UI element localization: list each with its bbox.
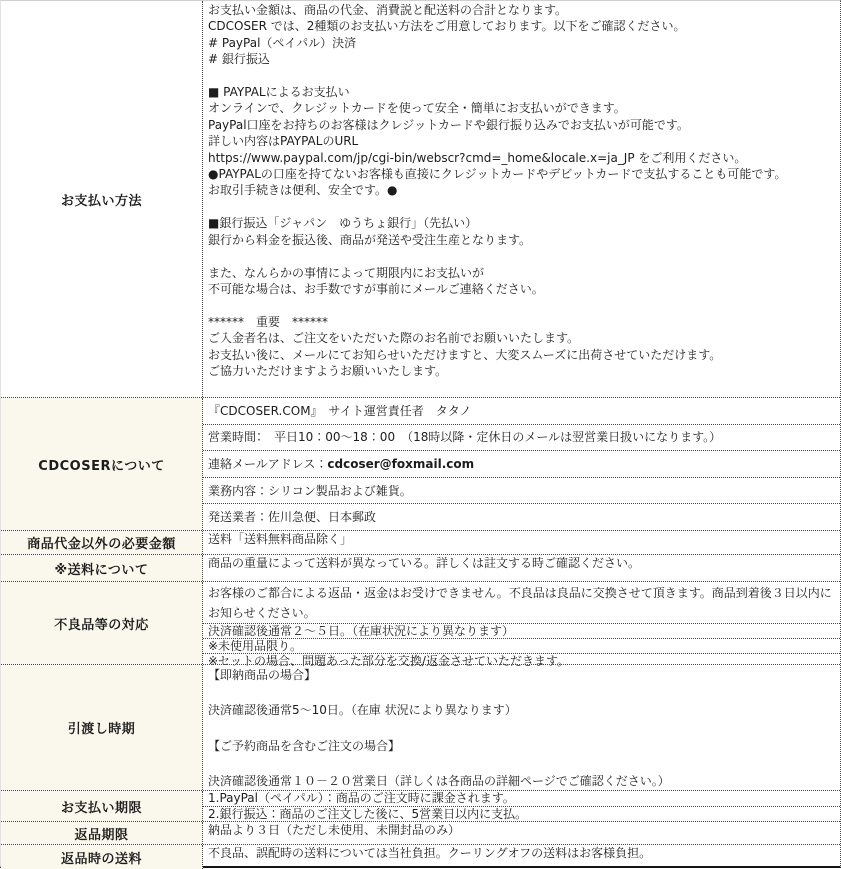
- row-content-payment-method: [203, 1, 840, 397]
- text-line: 発送業者：佐川急便、日本郵政: [208, 510, 377, 525]
- text-line: [208, 68, 835, 84]
- text-line: オンラインで、クレジットカードを使って安全・簡単にお支払いができます。: [208, 101, 626, 116]
- content-cell: [203, 623, 840, 638]
- row-content-shipping-note: [203, 555, 840, 581]
- table-row-payment-deadline: [1, 790, 840, 821]
- table-row-delivery-time: [1, 664, 840, 790]
- row-content-about-cdcoser: [203, 398, 840, 530]
- text-line: 詳しい内容はPAYPALのURL: [208, 134, 359, 149]
- text-line: 決済確認後通常２～５日。（在庫状況により異なります）: [208, 624, 515, 638]
- text-line: [208, 756, 835, 774]
- table-row-return-deadline: [1, 821, 840, 844]
- content-cell: [203, 555, 840, 571]
- contact-email: cdcoser@foxmail.com: [327, 456, 475, 471]
- row-content-defect-policy: [203, 582, 840, 668]
- content-cell: [203, 477, 840, 504]
- text-line: 営業時間： 平日10：00～18：00 （18時以降・定休日のメールは翌営業日扱いになります。）: [208, 430, 722, 445]
- text-line: お客様のご都合による返品・返金はお受けできません。不良品は良品に交換させて頂きます。商品到着後３日以内にお知らせください。: [208, 586, 832, 620]
- text-line: 【ご予約商品を含むご注文の場合】: [208, 738, 401, 753]
- text-line: 決済確認後通常5～10日。（在庫 状況により異なります）: [208, 703, 517, 718]
- table-row-about-cdcoser: [1, 397, 840, 530]
- table-row-extra-fees: [1, 530, 840, 554]
- text-line: [208, 199, 835, 215]
- text-line: ■ PAYPALによるお支払い: [208, 85, 350, 100]
- text-line: 1.PayPal（ペイパル）：商品のご注文時に課金されます。: [208, 791, 515, 806]
- content-cell: [203, 845, 840, 861]
- text-line: [208, 685, 835, 703]
- text-line: ■銀行振込「ジャパン ゆうちょ銀行」（先払い）: [208, 216, 478, 231]
- table-row-defect-policy: [1, 581, 840, 668]
- text-line: 銀行から料金を振込後、商品が発送や受注生産となります。: [208, 232, 532, 247]
- text-line: 納品より３日（ただし未使用、未開封品のみ）: [208, 823, 461, 837]
- content-cell: [203, 531, 840, 547]
- row-header-shipping-note: ※送料について: [1, 555, 203, 581]
- row-header-defect-policy: 不良品等の対応: [1, 582, 203, 664]
- text-line: ●PAYPALの口座を持てないお客様も直接にクレジットカードやデビットカードで支払することも可能です。: [208, 167, 787, 182]
- row-header-return-shipping: 返品時の送料: [1, 845, 203, 869]
- row-content-delivery-time: [203, 665, 840, 790]
- text-line: # PayPal（ペイパル）決済: [208, 35, 357, 50]
- content-cell: [203, 1, 840, 380]
- text-line: 決済確認後通常１０－２０営業日（詳しくは各商品の詳細ページでご確認ください。）: [208, 774, 670, 789]
- text-line: 『CDCOSER.COM』 サイト運営責任者 タタノ: [208, 403, 472, 418]
- text-line: お支払い後に、メールにてお知らせいただけますと、大変スムーズに出荷させていただけます。: [208, 347, 722, 362]
- content-cell: [203, 822, 840, 838]
- text-line: また、なんらかの事情によって期限内にお支払いが: [208, 265, 485, 280]
- row-header-about-cdcoser: CDCOSERについて: [1, 398, 203, 530]
- row-header-payment-method: お支払い方法: [1, 1, 203, 397]
- text-line: [208, 720, 835, 738]
- table-row-payment-method: [1, 1, 840, 397]
- row-header-payment-deadline: お支払い期限: [1, 791, 203, 821]
- row-header-extra-fees: 商品代金以外の必要金額: [1, 531, 203, 554]
- content-cell: [203, 791, 840, 806]
- text-line: 業務内容：シリコン製品および雑貨。: [208, 483, 412, 498]
- text-line: ご入金者名は、ご注文をいただいた際のお名前でお願いいたします。: [208, 331, 580, 346]
- text-line: ご協力いただけますようお願いいたします。: [208, 363, 448, 378]
- row-content-return-deadline: [203, 822, 840, 844]
- text-line: 【即納商品の場合】: [208, 668, 317, 682]
- content-cell: [203, 503, 840, 530]
- text-line: お支払い金額は、商品の代金、消費説と配送料の合計となります。: [208, 3, 568, 17]
- text-line: PayPal口座をお持ちのお客様はクレジットカードや銀行振り込みでお支払いが可能です。: [208, 117, 689, 132]
- content-cell: [203, 398, 840, 424]
- text-line: [208, 297, 835, 313]
- text-line: ※未使用品限り。: [208, 639, 303, 653]
- row-content-return-shipping: [203, 845, 840, 869]
- text-line: ****** 重要 ******: [208, 314, 329, 329]
- text-line: ※セットの場合、問題あった部分を交換/返金させていただきます。: [208, 654, 570, 668]
- text-line: 送料「送料無料商品除く」: [208, 532, 353, 546]
- row-content-payment-deadline: [203, 791, 840, 821]
- content-cell: [203, 665, 840, 793]
- content-cell: [203, 424, 840, 451]
- row-content-extra-fees: [203, 531, 840, 554]
- content-cell: [203, 450, 840, 477]
- text-line: [208, 456, 474, 472]
- text-line: 商品の重量によって送料が異なっている。詳しくは註文する時ご確認ください。: [208, 556, 641, 570]
- content-cell: [203, 582, 840, 623]
- text-line: 不可能な場合は、お手数ですが事前にメールご連絡ください。: [208, 281, 544, 296]
- content-cell: [203, 638, 840, 653]
- table-row-shipping-note: [1, 554, 840, 581]
- contact-email-label: 連絡メールアドレス：: [208, 456, 328, 471]
- content-cell: [203, 806, 840, 822]
- text-line: https://www.paypal.com/jp/cgi-bin/webscr?cmd=_home&locale.x=ja_JP をご利用ください。: [208, 150, 747, 165]
- table-row-return-shipping: [1, 844, 840, 869]
- row-header-delivery-time: 引渡し時期: [1, 665, 203, 790]
- text-line: 2.銀行振込：商品のご注文した後に、5営業日以内に支払。: [208, 806, 528, 821]
- row-header-return-deadline: 返品期限: [1, 822, 203, 844]
- text-line: # 銀行振込: [208, 52, 270, 67]
- text-line: お取引手続きは便利、安全です。●: [208, 183, 398, 198]
- text-line: 不良品、誤配時の送料については当社負担。クーリングオフの送料はお客様負担。: [208, 846, 652, 860]
- text-line: CDCOSER では、2種類のお支払い方法をご用意しております。以下をご確認ください。: [208, 19, 686, 34]
- text-line: [208, 248, 835, 264]
